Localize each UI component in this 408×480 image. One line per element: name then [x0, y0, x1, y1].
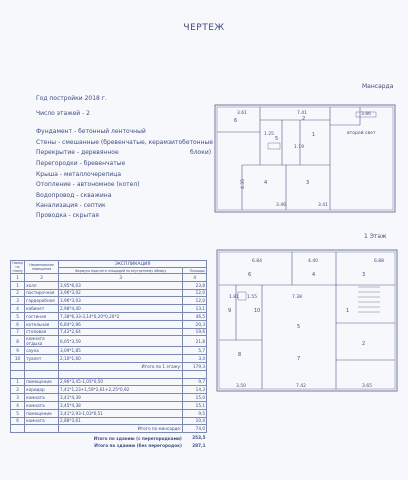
spec-foundation: Фундамент - бетонный ленточный — [36, 128, 146, 135]
table-row — [11, 336, 207, 347]
spec-walls-cont: блоки) — [190, 149, 212, 156]
floor1-dim: 3.65 — [362, 384, 373, 389]
floor1-dim: 4.40 — [308, 259, 319, 264]
floor1-room: 7 — [297, 356, 301, 362]
cell-n: 2 — [11, 386, 25, 394]
cell-n: 7 — [11, 328, 25, 336]
grand-total-partitions-value: 253,5 — [192, 435, 206, 441]
floor1-room: 8 — [238, 352, 242, 358]
cell-n: 1 — [11, 281, 25, 289]
floor1-dim: 1.81 — [229, 295, 240, 300]
col-formula: Формула подсчета площадей по внутреннему обмеру — [59, 268, 183, 274]
cell-n: 5 — [11, 409, 25, 417]
cell-name: гостиная — [25, 312, 59, 320]
cell-name: котельная — [25, 320, 59, 328]
mansard-dim: 3.41 — [318, 203, 329, 208]
floor1-dim: 7.42 — [296, 384, 307, 389]
floor1-room: 10 — [254, 308, 261, 314]
grand-total-no-partitions-label: Итого по зданию (без перегородок) — [94, 442, 182, 448]
mansard-room: 6 — [234, 118, 238, 124]
cell-area: 15,0 — [183, 394, 207, 402]
table-row — [11, 409, 207, 417]
table-row — [11, 378, 207, 386]
spec-roof: Крыша - металлочерепица — [36, 171, 122, 178]
cell-name: кабинет — [25, 305, 59, 313]
col-index: 1 — [11, 274, 25, 282]
cell-name: сауна — [25, 347, 59, 355]
floor1-dim: 6.88 — [374, 259, 385, 264]
spec-water: Водопровод - скважина — [36, 192, 112, 199]
table-row — [11, 297, 207, 305]
cell-area: 19,6 — [183, 328, 207, 336]
table-row — [11, 281, 207, 289]
cell-n: 4 — [11, 305, 25, 313]
floor1-total-label: Итого по 1 этажу: — [59, 362, 183, 370]
table-row — [11, 386, 207, 394]
cell-name: комната отдыха — [25, 336, 59, 347]
cell-formula: 2,88*3,61 — [59, 417, 183, 425]
col-num: Номер по плану — [12, 261, 23, 273]
cell-name: комната — [25, 417, 59, 425]
cell-n: 10 — [11, 355, 25, 363]
explication-table — [10, 260, 207, 449]
mansard-dim: 7.41 — [297, 111, 308, 116]
floor1-dim: 3.50 — [236, 384, 247, 389]
col-index: 4 — [183, 274, 207, 282]
mansard-dim: 3.61 — [237, 111, 248, 116]
table-row — [11, 417, 207, 425]
col-area: Площадь — [183, 268, 207, 274]
cell-formula: 7,38*6,33-3,14*0,20*0,20*2 — [59, 312, 183, 320]
cell-formula: 7,41*1,23+1,59*2,61+2,25*0,92 — [59, 386, 183, 394]
grand-total-no-partitions-value: 287,1 — [192, 442, 206, 448]
spec-overlap: Перекрытие - деревянное — [36, 149, 119, 156]
spec-partitions: Перегородки - бревенчатые — [36, 160, 126, 167]
grand-total-partitions-label: Итого по зданию (с перегородками) — [93, 436, 182, 442]
floor1-room: 3 — [362, 272, 366, 278]
spec-year: Год постройки 2018 г. — [36, 95, 107, 102]
table-row — [11, 289, 207, 297]
mansard-room: 1 — [312, 132, 316, 138]
cell-area: 9,7 — [183, 378, 207, 386]
cell-name: помещение — [25, 409, 59, 417]
floor1-room: 6 — [248, 272, 252, 278]
cell-name: коридор — [25, 386, 59, 394]
floor1-room: 9 — [228, 308, 232, 314]
cell-name: комната — [25, 401, 59, 409]
cell-name: постирочная — [25, 289, 59, 297]
mansard-total-value: 74,0 — [183, 425, 207, 433]
cell-name: туалет — [25, 355, 59, 363]
table-row — [11, 355, 207, 363]
cell-formula: 3,41*4,39 — [59, 394, 183, 402]
table-row — [11, 320, 207, 328]
cell-area: 23,8 — [183, 281, 207, 289]
mansard-dim: 4.35 — [241, 178, 246, 189]
cell-formula: 3,95*6,03 — [59, 281, 183, 289]
cell-formula: 6,05*3,59 — [59, 336, 183, 347]
drawing-title: ЧЕРТЕЖ — [183, 23, 225, 33]
second-light-label: второй свет — [347, 131, 376, 136]
mansard-dim: 1.19 — [294, 145, 305, 150]
explication-header: ЭКСПЛИКАЦИЯ — [59, 261, 207, 268]
cell-area: 20,3 — [183, 320, 207, 328]
mansard-room: 2 — [302, 116, 306, 122]
mansard-room: 4 — [264, 180, 268, 186]
cell-area: 9,5 — [183, 409, 207, 417]
mansard-total-label: Итого по мансарде: — [59, 425, 183, 433]
cell-area: 10,4 — [183, 417, 207, 425]
table-row — [11, 312, 207, 320]
floor1-dim: 7.38 — [292, 295, 303, 300]
spec-wiring: Проводка - скрытая — [36, 212, 99, 219]
cell-area: 12,0 — [183, 289, 207, 297]
cell-formula: 3,96*3,03 — [59, 297, 183, 305]
cell-n: 4 — [11, 401, 25, 409]
floor1-room: 2 — [362, 341, 366, 347]
mansard-dim: 3.86 — [361, 112, 372, 117]
cell-n: 5 — [11, 312, 25, 320]
cell-formula: 7,42*2,64 — [59, 328, 183, 336]
cell-n: 9 — [11, 347, 25, 355]
spec-floors: Число этажей - 2 — [36, 110, 90, 117]
cell-area: 14,3 — [183, 386, 207, 394]
cell-area: 12,0 — [183, 297, 207, 305]
cell-n: 3 — [11, 297, 25, 305]
table-row — [11, 305, 207, 313]
floor1-total-value: 179,3 — [183, 362, 207, 370]
cell-formula: 2,98*4,40 — [59, 305, 183, 313]
cell-formula: 3,41*2,93-1,03*0,51 — [59, 409, 183, 417]
mansard-room: 3 — [306, 180, 310, 186]
col-index: 2 — [25, 274, 59, 282]
cell-area: 5,7 — [183, 347, 207, 355]
cell-formula: 2,10*1,60 — [59, 355, 183, 363]
cell-formula: 3,96*3,02 — [59, 289, 183, 297]
floor1-dim: 1.55 — [247, 295, 258, 300]
table-row — [11, 394, 207, 402]
cell-name: холл — [25, 281, 59, 289]
cell-area: 46,5 — [183, 312, 207, 320]
mansard-dim: 1.25 — [264, 132, 275, 137]
floor1-room: 1 — [346, 308, 350, 314]
mansard-dim: 3.46 — [276, 203, 287, 208]
cell-formula: 3,45*4,38 — [59, 401, 183, 409]
cell-formula: 2,96*3,45-1,05*0,50 — [59, 378, 183, 386]
mansard-label: Мансарда — [362, 83, 394, 90]
col-name: Наименование помещения — [25, 261, 59, 274]
cell-name: столовая — [25, 328, 59, 336]
cell-formula: 3,09*1,85 — [59, 347, 183, 355]
cell-formula: 6,84*2,96 — [59, 320, 183, 328]
cell-n: 8 — [11, 336, 25, 347]
cell-area: 3,4 — [183, 355, 207, 363]
cell-name: комната — [25, 394, 59, 402]
mansard-room: 5 — [275, 136, 279, 142]
spec-sewer: Канализация - септик — [36, 202, 106, 209]
floor1-dim: 6.84 — [252, 259, 263, 264]
spec-heating: Отопление - автономное (котел) — [36, 181, 140, 188]
col-index: 3 — [59, 274, 183, 282]
cell-n: 6 — [11, 320, 25, 328]
table-row — [11, 401, 207, 409]
floor1-label: 1 Этаж — [364, 233, 387, 240]
floor1-room: 4 — [312, 272, 316, 278]
floor1-room: 5 — [297, 324, 301, 330]
cell-name: помещение — [25, 378, 59, 386]
cell-n: 2 — [11, 289, 25, 297]
cell-name: гардеробная — [25, 297, 59, 305]
floor1-plan — [217, 250, 397, 391]
table-row — [11, 328, 207, 336]
spec-walls: Стены - смешанные (бревенчатые, керамзитобетонные — [36, 139, 213, 146]
table-row — [11, 347, 207, 355]
cell-area: 13,1 — [183, 305, 207, 313]
cell-area: 21,8 — [183, 336, 207, 347]
cell-n: 3 — [11, 394, 25, 402]
cell-n: 1 — [11, 378, 25, 386]
cell-area: 15,1 — [183, 401, 207, 409]
cell-n: 6 — [11, 417, 25, 425]
